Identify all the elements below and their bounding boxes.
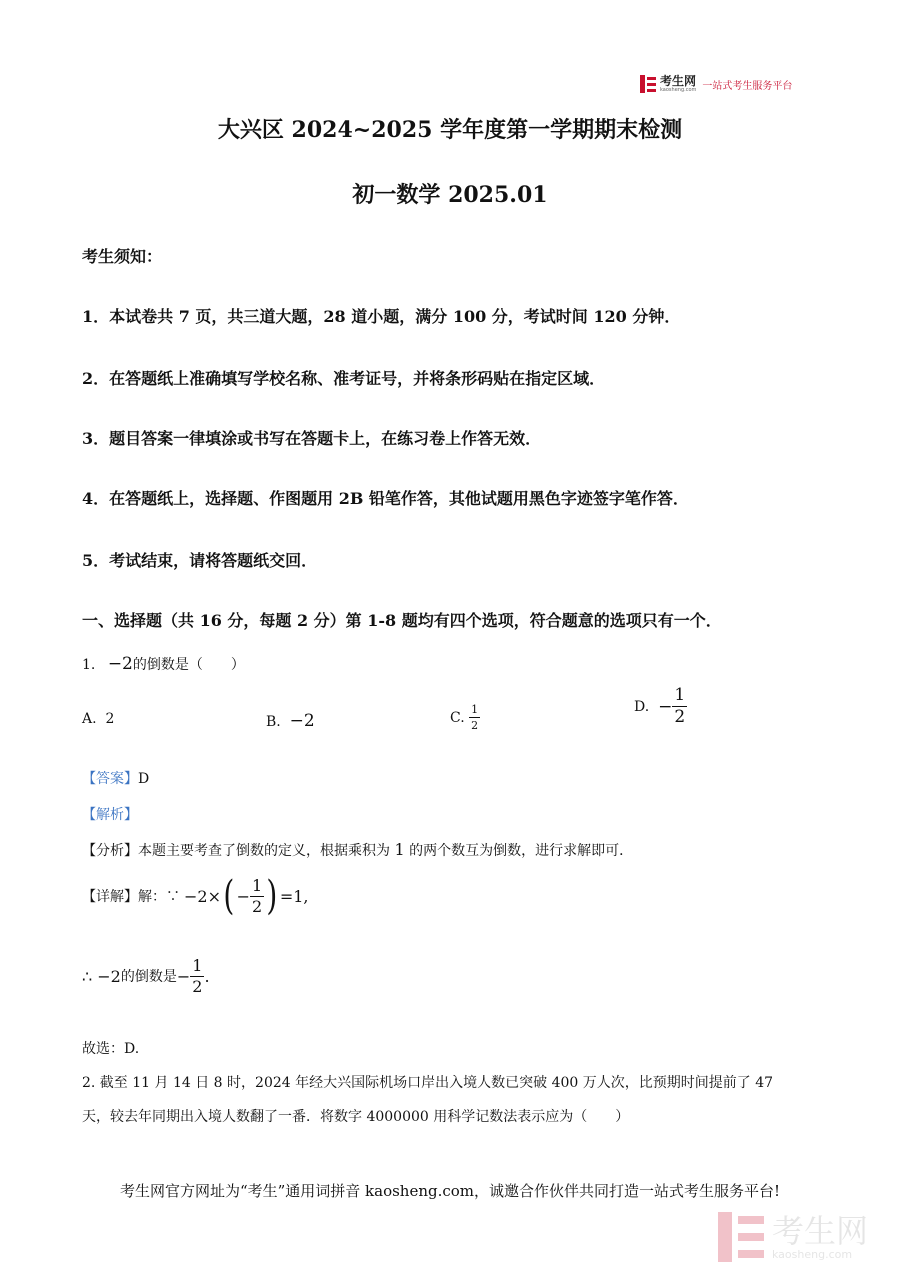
footer-text: 考生网官方网址为“考生”通用词拼音 kaosheng.com，诚邀合作伙伴共同打造一站式考生服务平台! [119, 1182, 781, 1200]
option-b-value: −2 [289, 711, 315, 731]
notice-heading: 考生须知： [82, 247, 163, 266]
option-c-fraction: $\frac{1}{2}$ [471, 703, 479, 732]
exam-title: 大兴区 2024~2025 学年度第一学期期末检测 [217, 117, 683, 143]
detail-line: 【详解】 解：∵ −2× ( − $\frac{1}{2}$ ) =1, [82, 873, 309, 919]
section-heading: 一、选择题（共 16 分，每题 2 分）第 1-8 题均有四个选项，符合题意的选项只有一个． [82, 611, 722, 630]
analysis-line: 【分析】本题主要考查了倒数的定义，根据乘积为 1 的两个数互为倒数，进行求解即可． [82, 840, 634, 859]
option-a-value: 2 [105, 711, 115, 727]
logo-name: 考生网 [660, 74, 697, 88]
option-a: A. 2 [82, 711, 115, 727]
detail-tag: 【详解】 [82, 889, 138, 905]
notice-item: 1．本试卷共 7 页，共三道大题，28 道小题，满分 100 分，考试时间 120 分钟． [82, 307, 681, 326]
header-logo [640, 72, 792, 96]
option-b: B. −2 [266, 711, 315, 731]
fenxi-tag: 【分析】 [82, 843, 138, 859]
logo-icon [640, 75, 656, 93]
choose-line: 故选：D. [82, 1041, 140, 1057]
watermark-name: 考生网 [772, 1211, 869, 1250]
logo-tagline: 一站式考生服务平台 [702, 80, 793, 92]
watermark-domain: kaosheng.com [772, 1247, 853, 1261]
analysis-tag: 【解析】 [82, 807, 138, 823]
option-c: C. $\frac{1}{2}$ [450, 703, 479, 732]
option-d-fraction: $\frac{1}{2}$ [674, 685, 686, 727]
question-2-line: 2. 截至 11 月 14 日 8 时，2024 年经大兴国际机场口岸出入境人数已突破 400 万人次，比预期时间提前了 47 [82, 1075, 774, 1091]
notice-item: 2．在答题纸上准确填写学校名称、准考证号，并将条形码贴在指定区域． [82, 369, 606, 388]
option-d: D. − $\frac{1}{2}$ [634, 685, 686, 727]
exam-subtitle: 初一数学 2025.01 [352, 182, 548, 208]
question-text: 的倒数是（ ） [132, 657, 245, 673]
question-1-stem [82, 654, 245, 674]
question-2-line: 天，较去年同期出入境人数翻了一番．将数字 4000000 用科学记数法表示应为（ ） [82, 1109, 630, 1125]
answer-tag: 【答案】 [82, 771, 138, 787]
watermark-icon [718, 1212, 764, 1262]
notice-item: 3．题目答案一律填涂或书写在答题卡上，在练习卷上作答无效． [82, 429, 542, 448]
notice-item: 5．考试结束，请将答题纸交回． [82, 551, 318, 570]
question-number: 1. [82, 657, 96, 673]
watermark-logo [718, 1212, 868, 1262]
therefore-line: ∴ −2 的倒数是 − $\frac{1}{2}$ . [82, 955, 210, 996]
detail-fraction: $\frac{1}{2}$ [252, 875, 263, 916]
question-expr: −2 [107, 654, 133, 674]
answer-line [82, 768, 149, 788]
logo-domain: kaosheng.com [660, 87, 697, 93]
therefore-fraction: $\frac{1}{2}$ [192, 955, 203, 996]
answer-value: D [138, 771, 150, 787]
notice-item: 4．在答题纸上，选择题、作图题用 2B 铅笔作答，其他试题用黑色字迹签字笔作答． [82, 489, 689, 508]
